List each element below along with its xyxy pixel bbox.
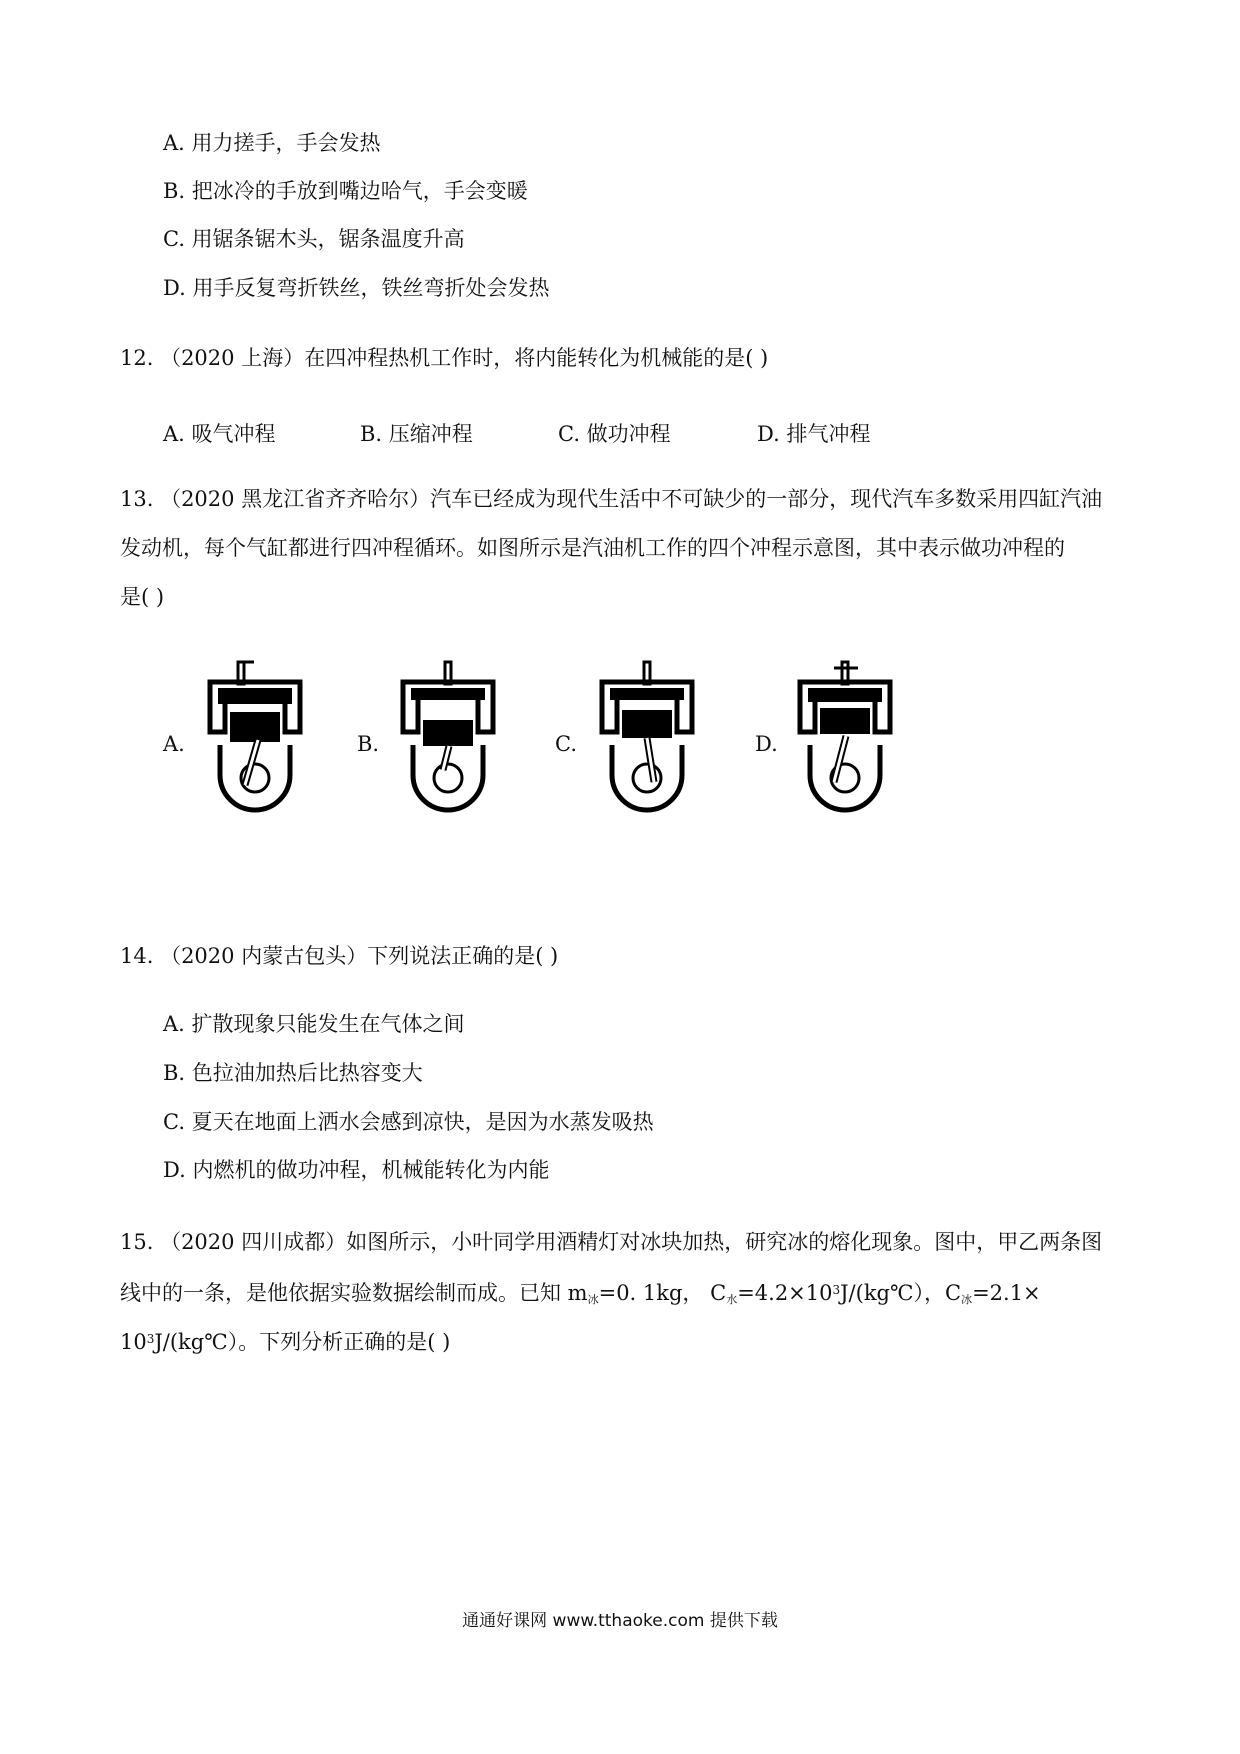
q11-option-c: C. 用锯条锯木头，锯条温度升高 [163,227,465,251]
q14-option-a: A. 扩散现象只能发生在气体之间 [163,1012,465,1036]
q13-stem-line2: 发动机，每个气缸都进行四冲程循环。如图所示是汽油机工作的四个冲程示意图，其中表示做功冲程的 [120,536,1065,560]
q15-stem-line1: 15. （2020 四川成都）如图所示，小叶同学用酒精灯对冰块加热，研究冰的熔化现象。图中，甲乙两条图 [120,1230,1103,1254]
q12-option-a: A. 吸气冲程 [163,422,276,446]
q14-option-c: C. 夏天在地面上洒水会感到凉快，是因为水蒸发吸热 [163,1110,654,1134]
q14-option-b: B. 色拉油加热后比热容变大 [163,1061,423,1085]
engine-diagram [790,660,900,820]
q13-stem-line3: 是( ) [120,585,165,609]
q12-option-d: D. 排气冲程 [757,422,871,446]
q12-stem: 12. （2020 上海）在四冲程热机工作时，将内能转化为机械能的是( ) [120,346,769,370]
q11-option-d: D. 用手反复弯折铁丝，铁丝弯折处会发热 [163,276,550,300]
page-footer: 通通好课网 www.tthaoke.com 提供下载 [462,1611,778,1631]
figure-label-a: A. [163,732,185,756]
q14-option-d: D. 内燃机的做功冲程，机械能转化为内能 [163,1158,550,1182]
q14-stem: 14. （2020 内蒙古包头）下列说法正确的是( ) [120,944,559,968]
figure-label-b: B. [357,732,380,756]
q15-stem-line3: $10^3J/(kg℃)$。下列分析正确的是( ) [120,1330,451,1354]
q15-stem-line2: 线中的一条，是他依据实验数据绘制而成。已知 $m_冰=0$. 1kg， $C_水=4.2\times 10^3J/(kg℃)$，$C_冰=2.1\times$ [120,1281,1041,1306]
q11-option-b: B. 把冰冷的手放到嘴边哈气，手会变暖 [163,179,528,203]
q12-option-b: B. 压缩冲程 [360,422,473,446]
q13-stem-line1: 13. （2020 黑龙江省齐齐哈尔）汽车已经成为现代生活中不可缺少的一部分，现代汽车多数采用四缸汽油 [120,487,1103,511]
q12-option-c: C. 做功冲程 [558,422,671,446]
engine-diagram [393,660,503,820]
q11-option-a: A. 用力搓手，手会发热 [163,131,381,155]
engine-diagram [200,660,310,820]
figure-label-d: D. [755,732,778,756]
engine-diagram [592,660,702,820]
figure-label-c: C. [555,732,577,756]
